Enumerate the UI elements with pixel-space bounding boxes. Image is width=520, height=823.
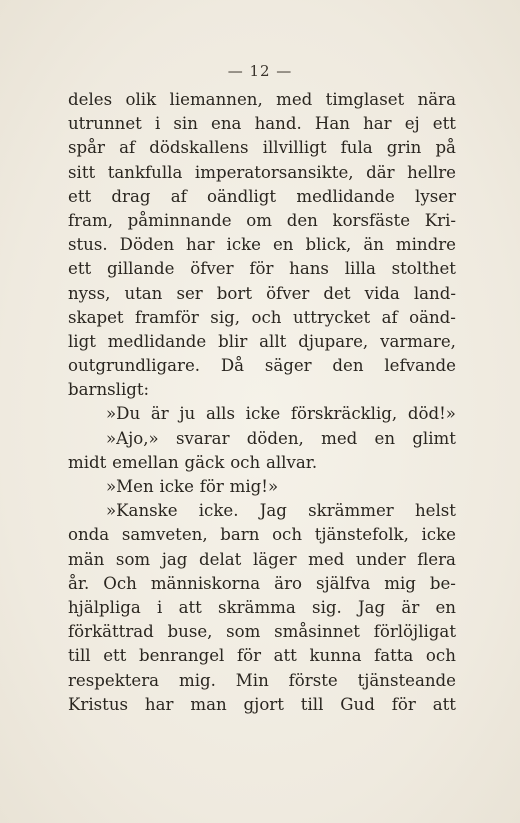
word: den bbox=[286, 210, 318, 230]
word: imperatorsansikte, bbox=[194, 162, 354, 182]
word: tjänsteande bbox=[357, 670, 456, 690]
word: uttrycket bbox=[292, 307, 371, 327]
word: stolthet bbox=[391, 259, 456, 279]
word: blick, bbox=[305, 235, 352, 255]
word: korsfäste bbox=[332, 210, 411, 230]
word: Jag bbox=[259, 501, 287, 521]
word: tankfulla bbox=[107, 162, 183, 182]
word: småsinnet bbox=[274, 622, 360, 642]
word: oänd- bbox=[409, 307, 456, 327]
text-line bbox=[68, 233, 456, 257]
word: helst bbox=[414, 501, 456, 521]
text-line bbox=[68, 112, 456, 136]
word: är bbox=[401, 597, 420, 617]
word: hand. bbox=[254, 114, 302, 134]
word: hans bbox=[289, 259, 329, 279]
text-line bbox=[68, 330, 456, 354]
word: land- bbox=[413, 283, 456, 303]
word: utrunnet bbox=[68, 114, 142, 134]
word: olik bbox=[125, 90, 157, 109]
word: barn bbox=[220, 525, 260, 545]
word: för bbox=[249, 259, 274, 279]
word: skrämma bbox=[218, 597, 296, 617]
word: med bbox=[308, 549, 345, 569]
word: mig!» bbox=[229, 477, 279, 496]
text-line bbox=[68, 282, 456, 306]
word: allt bbox=[259, 331, 287, 351]
word: förskräcklig, bbox=[290, 404, 398, 424]
word: timglaset bbox=[325, 90, 405, 109]
text-line bbox=[68, 669, 456, 693]
word: varmare, bbox=[380, 331, 456, 351]
word: läger bbox=[252, 549, 297, 569]
word: och bbox=[425, 646, 456, 666]
text-line bbox=[68, 596, 456, 620]
word: mig bbox=[384, 573, 416, 593]
word: Då bbox=[220, 356, 245, 376]
word: spår bbox=[68, 138, 105, 158]
word: Gud bbox=[340, 694, 375, 714]
word: »Men bbox=[106, 477, 154, 496]
word: människorna bbox=[150, 573, 261, 593]
word: med bbox=[321, 428, 358, 448]
text-line bbox=[68, 572, 456, 596]
word: lilla bbox=[344, 259, 376, 279]
word: icke bbox=[245, 404, 281, 424]
word: öfver bbox=[190, 259, 234, 279]
word: till bbox=[300, 694, 324, 714]
word: att bbox=[432, 694, 456, 714]
word: döden, bbox=[246, 428, 304, 448]
word: är bbox=[150, 404, 169, 424]
word: skrämmer bbox=[308, 501, 394, 521]
word: äro bbox=[274, 573, 302, 593]
word: död!» bbox=[407, 404, 456, 424]
word: under bbox=[355, 549, 406, 569]
word: deles bbox=[68, 90, 113, 109]
word: hellre bbox=[407, 162, 456, 182]
word: allvar. bbox=[265, 452, 318, 472]
text-line bbox=[68, 523, 456, 547]
word: icke. bbox=[198, 501, 239, 521]
word: om bbox=[246, 210, 273, 230]
text-line bbox=[68, 354, 456, 378]
word: Döden bbox=[119, 235, 175, 255]
word: be- bbox=[429, 573, 456, 593]
word: nyss, bbox=[68, 283, 111, 303]
word: ena bbox=[211, 114, 242, 134]
word: flera bbox=[417, 549, 456, 569]
word: fula bbox=[340, 138, 373, 158]
word: säger bbox=[264, 356, 312, 376]
word: en bbox=[435, 597, 456, 617]
word: Kristus bbox=[68, 694, 129, 714]
word: grin bbox=[386, 138, 422, 158]
word: på bbox=[435, 138, 456, 158]
word: förlöjligat bbox=[373, 622, 456, 642]
word: framför bbox=[135, 307, 199, 327]
word: att bbox=[273, 646, 297, 666]
word: har bbox=[363, 114, 392, 134]
word: illvilligt bbox=[262, 138, 327, 158]
word: samveten, bbox=[121, 525, 208, 545]
text-line bbox=[68, 475, 456, 499]
word: förkättrad bbox=[68, 622, 154, 642]
word: ju bbox=[179, 404, 196, 424]
word: en bbox=[374, 428, 396, 448]
word: det bbox=[323, 283, 351, 303]
word: blir bbox=[218, 331, 248, 351]
word: af bbox=[381, 307, 398, 327]
word: har bbox=[144, 694, 174, 714]
word: af bbox=[119, 138, 136, 158]
text-line bbox=[68, 402, 456, 426]
text-line bbox=[68, 257, 456, 281]
word: själfva bbox=[315, 573, 371, 593]
word: onda bbox=[68, 525, 110, 545]
word: för bbox=[391, 694, 416, 714]
word: alls bbox=[205, 404, 235, 424]
word: ser bbox=[176, 283, 203, 303]
text-line bbox=[68, 548, 456, 572]
word: liemannen, bbox=[169, 90, 263, 109]
word: hjälpliga bbox=[68, 597, 141, 617]
word: delat bbox=[199, 549, 242, 569]
word: ej bbox=[404, 114, 420, 134]
word: emellan bbox=[112, 452, 179, 472]
word: förste bbox=[288, 670, 338, 690]
word: som bbox=[226, 622, 261, 642]
word: för bbox=[236, 646, 262, 666]
word: påminnande bbox=[127, 210, 232, 230]
word: gjort bbox=[243, 694, 284, 714]
word: gäck bbox=[184, 452, 225, 472]
word: skapet bbox=[68, 307, 124, 327]
word: oändligt bbox=[207, 186, 277, 206]
word: sin bbox=[173, 114, 198, 134]
word: af bbox=[170, 186, 187, 206]
word: drag bbox=[111, 186, 151, 206]
text-line bbox=[68, 644, 456, 668]
word: ligt bbox=[68, 331, 96, 351]
word: den bbox=[332, 356, 364, 376]
text-line bbox=[68, 693, 456, 717]
word: sitt bbox=[68, 162, 96, 182]
text-line bbox=[68, 136, 456, 160]
word: för bbox=[199, 477, 224, 496]
word: lefvande bbox=[384, 356, 456, 376]
word: benrangel bbox=[138, 646, 225, 666]
word: sig. bbox=[312, 597, 342, 617]
word: där bbox=[366, 162, 395, 182]
word: Kri- bbox=[424, 210, 456, 230]
word: än bbox=[363, 235, 384, 255]
text-line bbox=[68, 161, 456, 185]
word: och bbox=[251, 307, 282, 327]
word: svarar bbox=[175, 428, 230, 448]
word: nära bbox=[417, 90, 456, 109]
text-line bbox=[68, 499, 456, 523]
word: mindre bbox=[395, 235, 456, 255]
text-line bbox=[68, 378, 456, 402]
word: ett bbox=[103, 646, 127, 666]
word: med bbox=[276, 90, 313, 109]
word: mig. bbox=[178, 670, 216, 690]
word: år. bbox=[68, 573, 90, 593]
word: Han bbox=[314, 114, 350, 134]
word: och bbox=[272, 525, 303, 545]
page-number: — 12 — bbox=[227, 62, 293, 80]
word: »Du bbox=[106, 404, 141, 424]
word: till bbox=[68, 646, 91, 666]
text-line bbox=[68, 209, 456, 233]
word: och bbox=[230, 452, 261, 472]
word: buse, bbox=[167, 622, 213, 642]
word: icke bbox=[226, 235, 262, 255]
word: tjänstefolk, bbox=[314, 525, 409, 545]
word: outgrundligare. bbox=[68, 356, 201, 376]
text-line bbox=[68, 88, 456, 112]
word: Jag bbox=[358, 597, 386, 617]
body-text bbox=[68, 88, 456, 717]
text-line bbox=[68, 427, 456, 451]
text-line bbox=[68, 306, 456, 330]
text-line bbox=[68, 185, 456, 209]
word: icke bbox=[159, 477, 194, 496]
word: ett bbox=[432, 114, 456, 134]
word: fatta bbox=[374, 646, 414, 666]
word: »Ajo,» bbox=[106, 428, 159, 448]
text-line bbox=[68, 451, 456, 475]
word: man bbox=[190, 694, 227, 714]
word: som bbox=[115, 549, 151, 569]
word: öfver bbox=[266, 283, 310, 303]
word: djupare, bbox=[298, 331, 369, 351]
word: i bbox=[157, 597, 163, 617]
word: midt bbox=[68, 452, 107, 472]
word: medlidande bbox=[296, 186, 395, 206]
word: dödskallens bbox=[149, 138, 249, 158]
word: kunna bbox=[309, 646, 362, 666]
word: gillande bbox=[106, 259, 175, 279]
word: barnsligt: bbox=[68, 380, 150, 400]
word: medlidande bbox=[107, 331, 207, 351]
word: vida bbox=[364, 283, 400, 303]
word: Och bbox=[103, 573, 137, 593]
word: ett bbox=[68, 186, 92, 206]
word: sig, bbox=[210, 307, 241, 327]
word: har bbox=[186, 235, 215, 255]
word: respektera bbox=[68, 670, 160, 690]
word: män bbox=[68, 549, 105, 569]
word: glimt bbox=[412, 428, 456, 448]
word: att bbox=[178, 597, 202, 617]
word: utan bbox=[124, 283, 163, 303]
word: lyser bbox=[415, 186, 456, 206]
word: fram, bbox=[68, 210, 113, 230]
word: ett bbox=[68, 259, 92, 279]
word: bort bbox=[216, 283, 252, 303]
word: i bbox=[154, 114, 161, 134]
word: stus. bbox=[68, 235, 108, 255]
word: »Kanske bbox=[106, 501, 178, 521]
word: en bbox=[272, 235, 294, 255]
word: jag bbox=[161, 549, 188, 569]
text-line bbox=[68, 620, 456, 644]
word: Min bbox=[235, 670, 269, 690]
word: icke bbox=[421, 525, 456, 545]
